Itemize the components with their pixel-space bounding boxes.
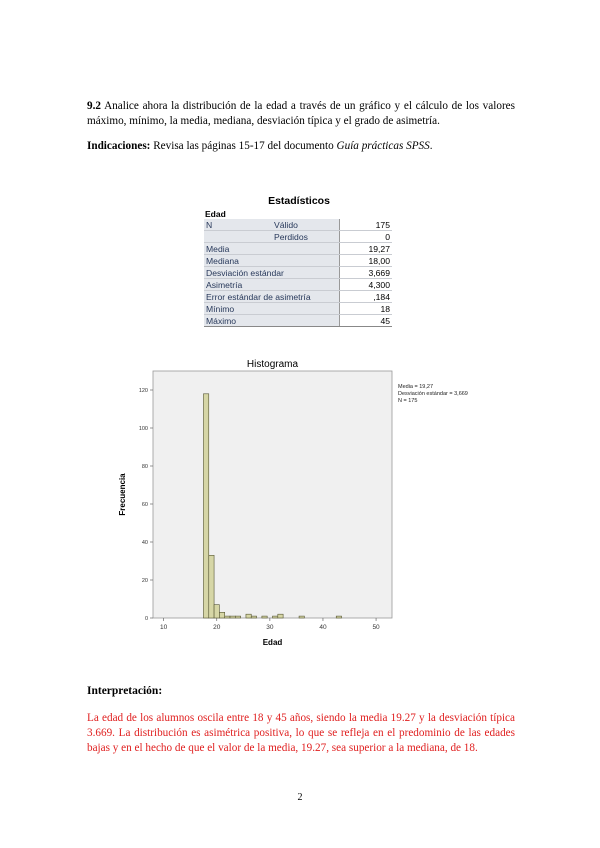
stats-row-label: N: [204, 219, 272, 231]
stats-row-label: Asimetría: [204, 279, 340, 291]
question-text: Analice ahora la distribución de la edad a través de un gráfico y el cálculo de los valores máximo, mínimo, la media, mediana, desviación típica y el grado de asimetría.: [87, 100, 515, 127]
stats-row-label: Desviación estándar: [204, 267, 340, 279]
histogram-bar: [235, 616, 240, 618]
histogram-bar: [246, 614, 251, 618]
x-tick-label: 30: [266, 624, 274, 631]
histogram-bar: [262, 616, 267, 618]
histogram-bar: [225, 616, 230, 618]
stats-row-sublabel: Perdidos: [272, 231, 340, 243]
stats-row: [204, 231, 392, 243]
question-paragraph: [87, 99, 515, 129]
y-tick-label: 120: [138, 388, 148, 394]
stats-row-label: [204, 231, 272, 243]
stats-row: [204, 279, 392, 291]
histogram-bar: [219, 612, 224, 618]
stats-row-label: Máximo: [204, 315, 340, 327]
stats-row-value: 45: [340, 315, 393, 327]
stats-row-label: Mediana: [204, 255, 340, 267]
histogram-bar: [299, 616, 304, 618]
chart-title: Histograma: [246, 359, 299, 370]
x-tick-label: 40: [319, 624, 327, 631]
histogram-bar: [209, 555, 214, 618]
stats-row-value: 18,00: [340, 255, 393, 267]
stats-row-value: 0: [340, 231, 393, 243]
x-axis-label: Edad: [262, 638, 283, 647]
stats-row-sublabel: Válido: [272, 219, 340, 231]
stats-row-label: Mínimo: [204, 303, 340, 315]
stats-row-label: Error estándar de asimetría: [204, 291, 340, 303]
legend-entry: Media = 19,27: [398, 384, 434, 390]
stats-row: [204, 315, 392, 327]
interpretation-text: La edad de los alumnos oscila entre 18 y 45 años, siendo la media 19.27 y la desviación típica 3.669. La distribución es asimétrica positiva, lo que se refleja en el predominio de las edades bajas y en el hecho de que el valor de la media, 19.27, sea superior a la mediana, de 18.: [87, 712, 515, 754]
stats-row-value: 3,669: [340, 267, 393, 279]
histogram-bar: [336, 616, 341, 618]
stats-row-value: 19,27: [340, 243, 393, 255]
y-tick-label: 0: [144, 616, 148, 622]
indications-end: .: [429, 140, 433, 152]
legend-entry: Desviación estándar = 3,669: [398, 391, 468, 397]
stats-variable: Edad: [205, 209, 226, 219]
stats-row-value: ,184: [340, 291, 393, 303]
indications-label: Indicaciones:: [87, 140, 151, 152]
y-tick-label: 60: [141, 502, 148, 508]
x-tick-label: 20: [213, 624, 221, 631]
stats-row: [204, 291, 392, 303]
stats-row: [204, 255, 392, 267]
stats-row: [204, 303, 392, 315]
stats-row: [204, 219, 392, 231]
stats-title: Estadísticos: [268, 195, 330, 207]
y-tick-label: 100: [138, 426, 148, 432]
histogram-bar: [251, 616, 256, 618]
histogram-chart: [108, 355, 508, 655]
y-tick-label: 20: [141, 578, 148, 584]
stats-row-label: Media: [204, 243, 340, 255]
plot-area: [153, 371, 392, 618]
indications-text: Revisa las páginas 15-17 del documento: [153, 140, 334, 152]
x-tick-label: 50: [372, 624, 380, 631]
histogram-bar: [230, 616, 235, 618]
x-tick-label: 10: [160, 624, 168, 631]
legend-entry: N = 175: [398, 398, 418, 404]
interpretation-heading: Interpretación:: [87, 685, 163, 697]
stats-row-value: 18: [340, 303, 393, 315]
indications-paragraph: [87, 139, 515, 154]
stats-row-value: 4,300: [340, 279, 393, 291]
question-number: 9.2: [87, 100, 101, 112]
stats-row: [204, 267, 392, 279]
stats-row-value: 175: [340, 219, 393, 231]
histogram-bar: [203, 394, 208, 618]
histogram-bar: [214, 605, 219, 618]
histogram-bar: [278, 614, 283, 618]
y-tick-label: 40: [141, 540, 148, 546]
indications-doc-title: Guía prácticas SPSS: [336, 140, 430, 152]
page-number: 2: [297, 792, 303, 803]
stats-table: [204, 219, 392, 327]
y-tick-label: 80: [141, 464, 148, 470]
histogram-bar: [273, 616, 278, 618]
stats-row: [204, 243, 392, 255]
y-axis-label: Frecuencia: [118, 473, 127, 516]
